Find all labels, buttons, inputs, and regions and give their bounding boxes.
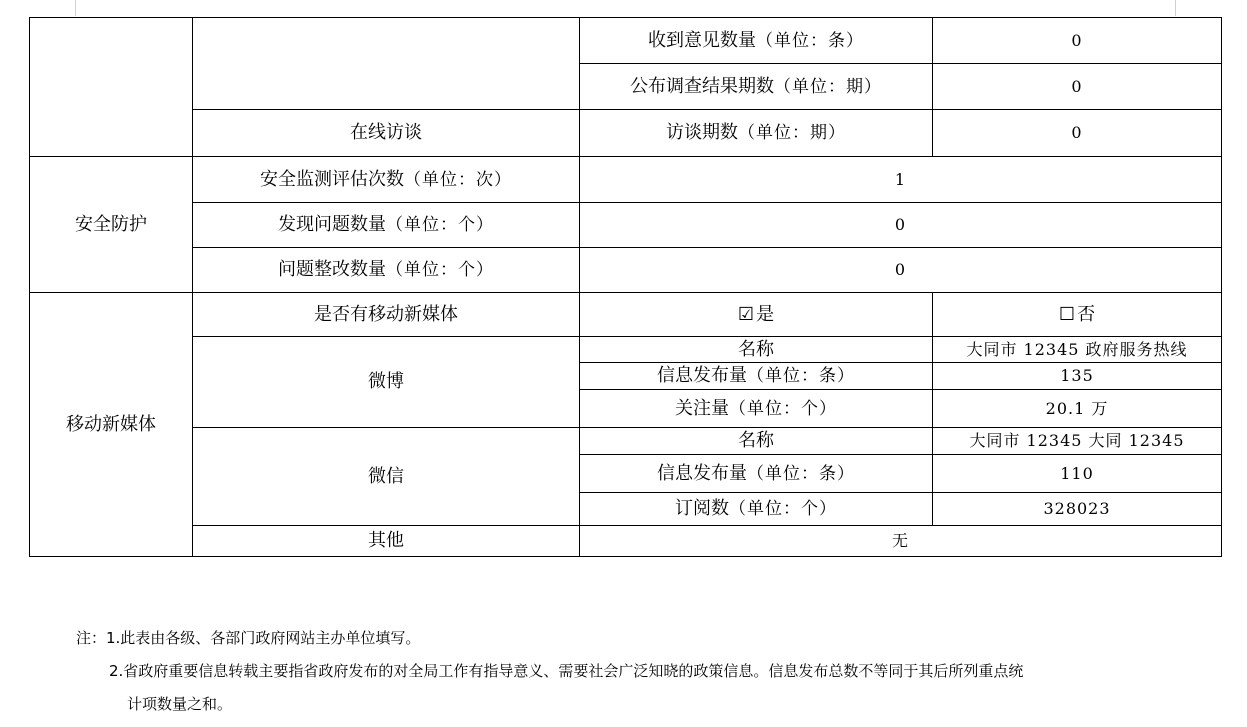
row-unit: （单位：条） (747, 366, 855, 386)
table-row (30, 157, 1222, 203)
value-cell (933, 363, 1222, 390)
label-cell (580, 363, 933, 390)
no-label: 否 (1077, 303, 1096, 325)
label-cell (193, 203, 580, 248)
value-cell (933, 18, 1222, 64)
value-cell (933, 390, 1222, 428)
subcategory-cell (193, 110, 580, 157)
table-row (30, 526, 1222, 557)
checked-box-icon: ☑ (737, 303, 755, 325)
note-line-1: 注：1.此表由各级、各部门政府网站主办单位填写。 (76, 629, 421, 647)
table-notes (76, 622, 1023, 721)
page-margin-right (1175, 0, 1176, 16)
row-label: 公布调查结果期数 (630, 75, 774, 97)
value-cell (580, 157, 1222, 203)
page-margin-left (75, 0, 76, 16)
row-label: 订阅数 (675, 498, 729, 519)
no-option-cell (933, 293, 1222, 337)
row-value: 大同市 12345 大同 12345 (969, 431, 1185, 450)
label-cell (580, 455, 933, 493)
label-cell (580, 110, 933, 157)
row-label: 名称 (738, 430, 774, 451)
has-media-label: 是否有移动新媒体 (314, 303, 458, 325)
label-cell (580, 18, 933, 64)
category-cell-security (30, 157, 193, 293)
row-value: 0 (1071, 123, 1083, 142)
category-label: 安全防护 (75, 213, 147, 235)
row-label: 收到意见数量 (648, 29, 756, 51)
row-unit: （单位：个） (729, 499, 837, 519)
unchecked-box-icon: ☐ (1058, 303, 1076, 325)
row-value: 0 (1071, 30, 1083, 50)
row-unit: （单位：个） (386, 215, 494, 235)
label-cell (580, 64, 933, 110)
row-unit: （单位：次） (404, 169, 512, 190)
category-cell-blank (30, 18, 193, 157)
label-cell (193, 526, 580, 557)
yes-option-cell (580, 293, 933, 337)
row-label: 信息发布量 (657, 365, 747, 386)
label-cell (193, 157, 580, 203)
weixin-cell (193, 428, 580, 526)
other-value: 无 (891, 531, 909, 550)
row-value: 135 (1060, 366, 1094, 385)
row-value: 0 (894, 260, 907, 279)
row-value: 20.1 万 (1045, 398, 1109, 418)
row-value: 110 (1060, 463, 1094, 483)
other-label: 其他 (368, 530, 404, 551)
weixin-label: 微信 (368, 465, 404, 487)
table-row (30, 293, 1222, 337)
row-value: 0 (894, 215, 907, 234)
row-unit: （单位：条） (747, 463, 855, 484)
row-value: 1 (894, 169, 907, 189)
weibo-cell (193, 337, 580, 428)
value-cell (933, 428, 1222, 455)
statistics-table (29, 17, 1222, 557)
label-cell (193, 293, 580, 337)
table-row (30, 18, 1222, 64)
table-row (30, 110, 1222, 157)
row-value: 328023 (1043, 499, 1111, 518)
row-label: 发现问题数量 (278, 214, 386, 235)
label-cell (580, 390, 933, 428)
subcategory-cell-blank (193, 18, 580, 110)
label-cell (580, 493, 933, 526)
value-cell (933, 64, 1222, 110)
label-cell (580, 428, 933, 455)
row-label: 信息发布量 (657, 462, 747, 484)
table-row (30, 203, 1222, 248)
row-value: 大同市 12345 政府服务热线 (966, 339, 1188, 359)
category-cell-mobile (30, 293, 193, 557)
value-cell (580, 203, 1222, 248)
row-unit: （单位：个） (729, 398, 837, 419)
row-unit: （单位：个） (386, 260, 494, 280)
category-label: 移动新媒体 (66, 413, 156, 435)
value-cell (580, 526, 1222, 557)
row-value: 0 (1071, 76, 1083, 96)
table-row (30, 337, 1222, 363)
row-label: 名称 (738, 338, 774, 360)
subcategory-label: 在线访谈 (350, 122, 422, 143)
row-label: 问题整改数量 (278, 259, 386, 280)
value-cell (933, 337, 1222, 363)
row-unit: （单位：期） (738, 123, 846, 143)
row-label: 关注量 (675, 397, 729, 419)
row-unit: （单位：条） (756, 30, 864, 51)
table-row (30, 248, 1222, 293)
label-cell (193, 248, 580, 293)
value-cell (933, 493, 1222, 526)
value-cell (580, 248, 1222, 293)
label-cell (580, 337, 933, 363)
yes-label: 是 (756, 303, 775, 325)
note-line-2: 2.省政府重要信息转载主要指省政府发布的对全局工作有指导意义、需要社会广泛知晓的政策信息。信息发布总数不等同于其后所列重点统 (109, 662, 1024, 680)
value-cell (933, 455, 1222, 493)
row-unit: （单位：期） (774, 76, 882, 97)
value-cell (933, 110, 1222, 157)
weibo-label: 微博 (368, 371, 404, 392)
note-line-3: 计项数量之和。 (127, 695, 233, 713)
row-label: 安全监测评估次数 (260, 168, 404, 190)
row-label: 访谈期数 (666, 122, 738, 143)
table-row (30, 428, 1222, 455)
